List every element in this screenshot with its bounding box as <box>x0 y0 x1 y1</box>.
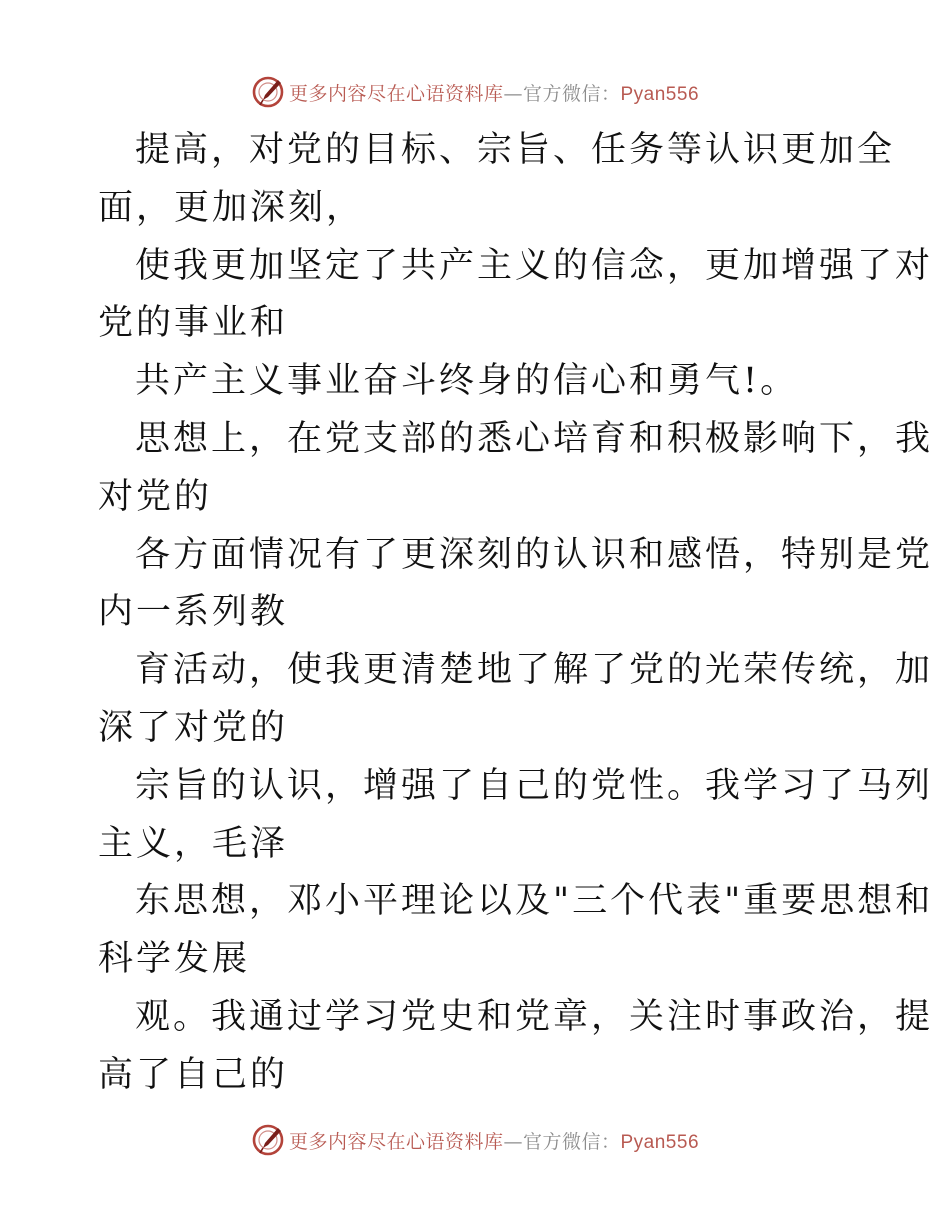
text-line-9: 内一系列教 <box>98 592 289 633</box>
text-line-17: 高了自己的 <box>98 1054 289 1095</box>
text-line-16: 观。我通过学习党史和党章，关注时事政治，提 <box>135 996 934 1037</box>
text-line-4: 党的事业和 <box>98 303 289 344</box>
document-body <box>98 122 934 1105</box>
text-line-3: 使我更加坚定了共产主义的信念，更加增强了对 <box>135 245 934 286</box>
watermark-dash: — <box>503 1130 523 1153</box>
header-watermark <box>0 70 950 114</box>
quill-seal-logo-icon <box>251 1123 285 1157</box>
text-line-7: 对党的 <box>98 476 213 517</box>
watermark-text <box>289 1127 699 1154</box>
text-line-11: 深了对党的 <box>98 707 289 748</box>
watermark-wechat-label: 官方微信： <box>522 1130 621 1153</box>
text-line-2: 面，更加深刻， <box>98 187 365 228</box>
watermark-wechat-id: Pyan556 <box>620 83 700 105</box>
watermark-wechat-id: Pyan556 <box>620 1131 700 1153</box>
footer-watermark <box>0 1118 950 1162</box>
text-line-13: 主义，毛泽 <box>98 823 289 864</box>
watermark-brand: 更多内容尽在心语资料库 <box>288 1130 504 1153</box>
text-line-12: 宗旨的认识，增强了自己的党性。我学习了马列 <box>135 765 934 806</box>
watermark-text <box>289 79 699 106</box>
text-line-5: 共产主义事业奋斗终身的信心和勇气!。 <box>135 361 799 402</box>
watermark-brand: 更多内容尽在心语资料库 <box>288 82 504 105</box>
quill-seal-logo-icon <box>251 75 285 109</box>
watermark-wechat-label: 官方微信： <box>522 82 621 105</box>
text-line-14: 东思想，邓小平理论以及"三个代表"重要思想和 <box>135 881 934 922</box>
text-line-6: 思想上，在党支部的悉心培育和积极影响下，我 <box>135 418 934 459</box>
text-line-1: 提高，对党的目标、宗旨、任务等认识更加全 <box>135 130 896 170</box>
text-line-8: 各方面情况有了更深刻的认识和感悟，特别是党 <box>135 534 934 575</box>
text-line-15: 科学发展 <box>98 939 251 980</box>
watermark-dash: — <box>503 82 523 105</box>
text-line-10: 育活动，使我更清楚地了解了党的光荣传统，加 <box>135 650 934 691</box>
